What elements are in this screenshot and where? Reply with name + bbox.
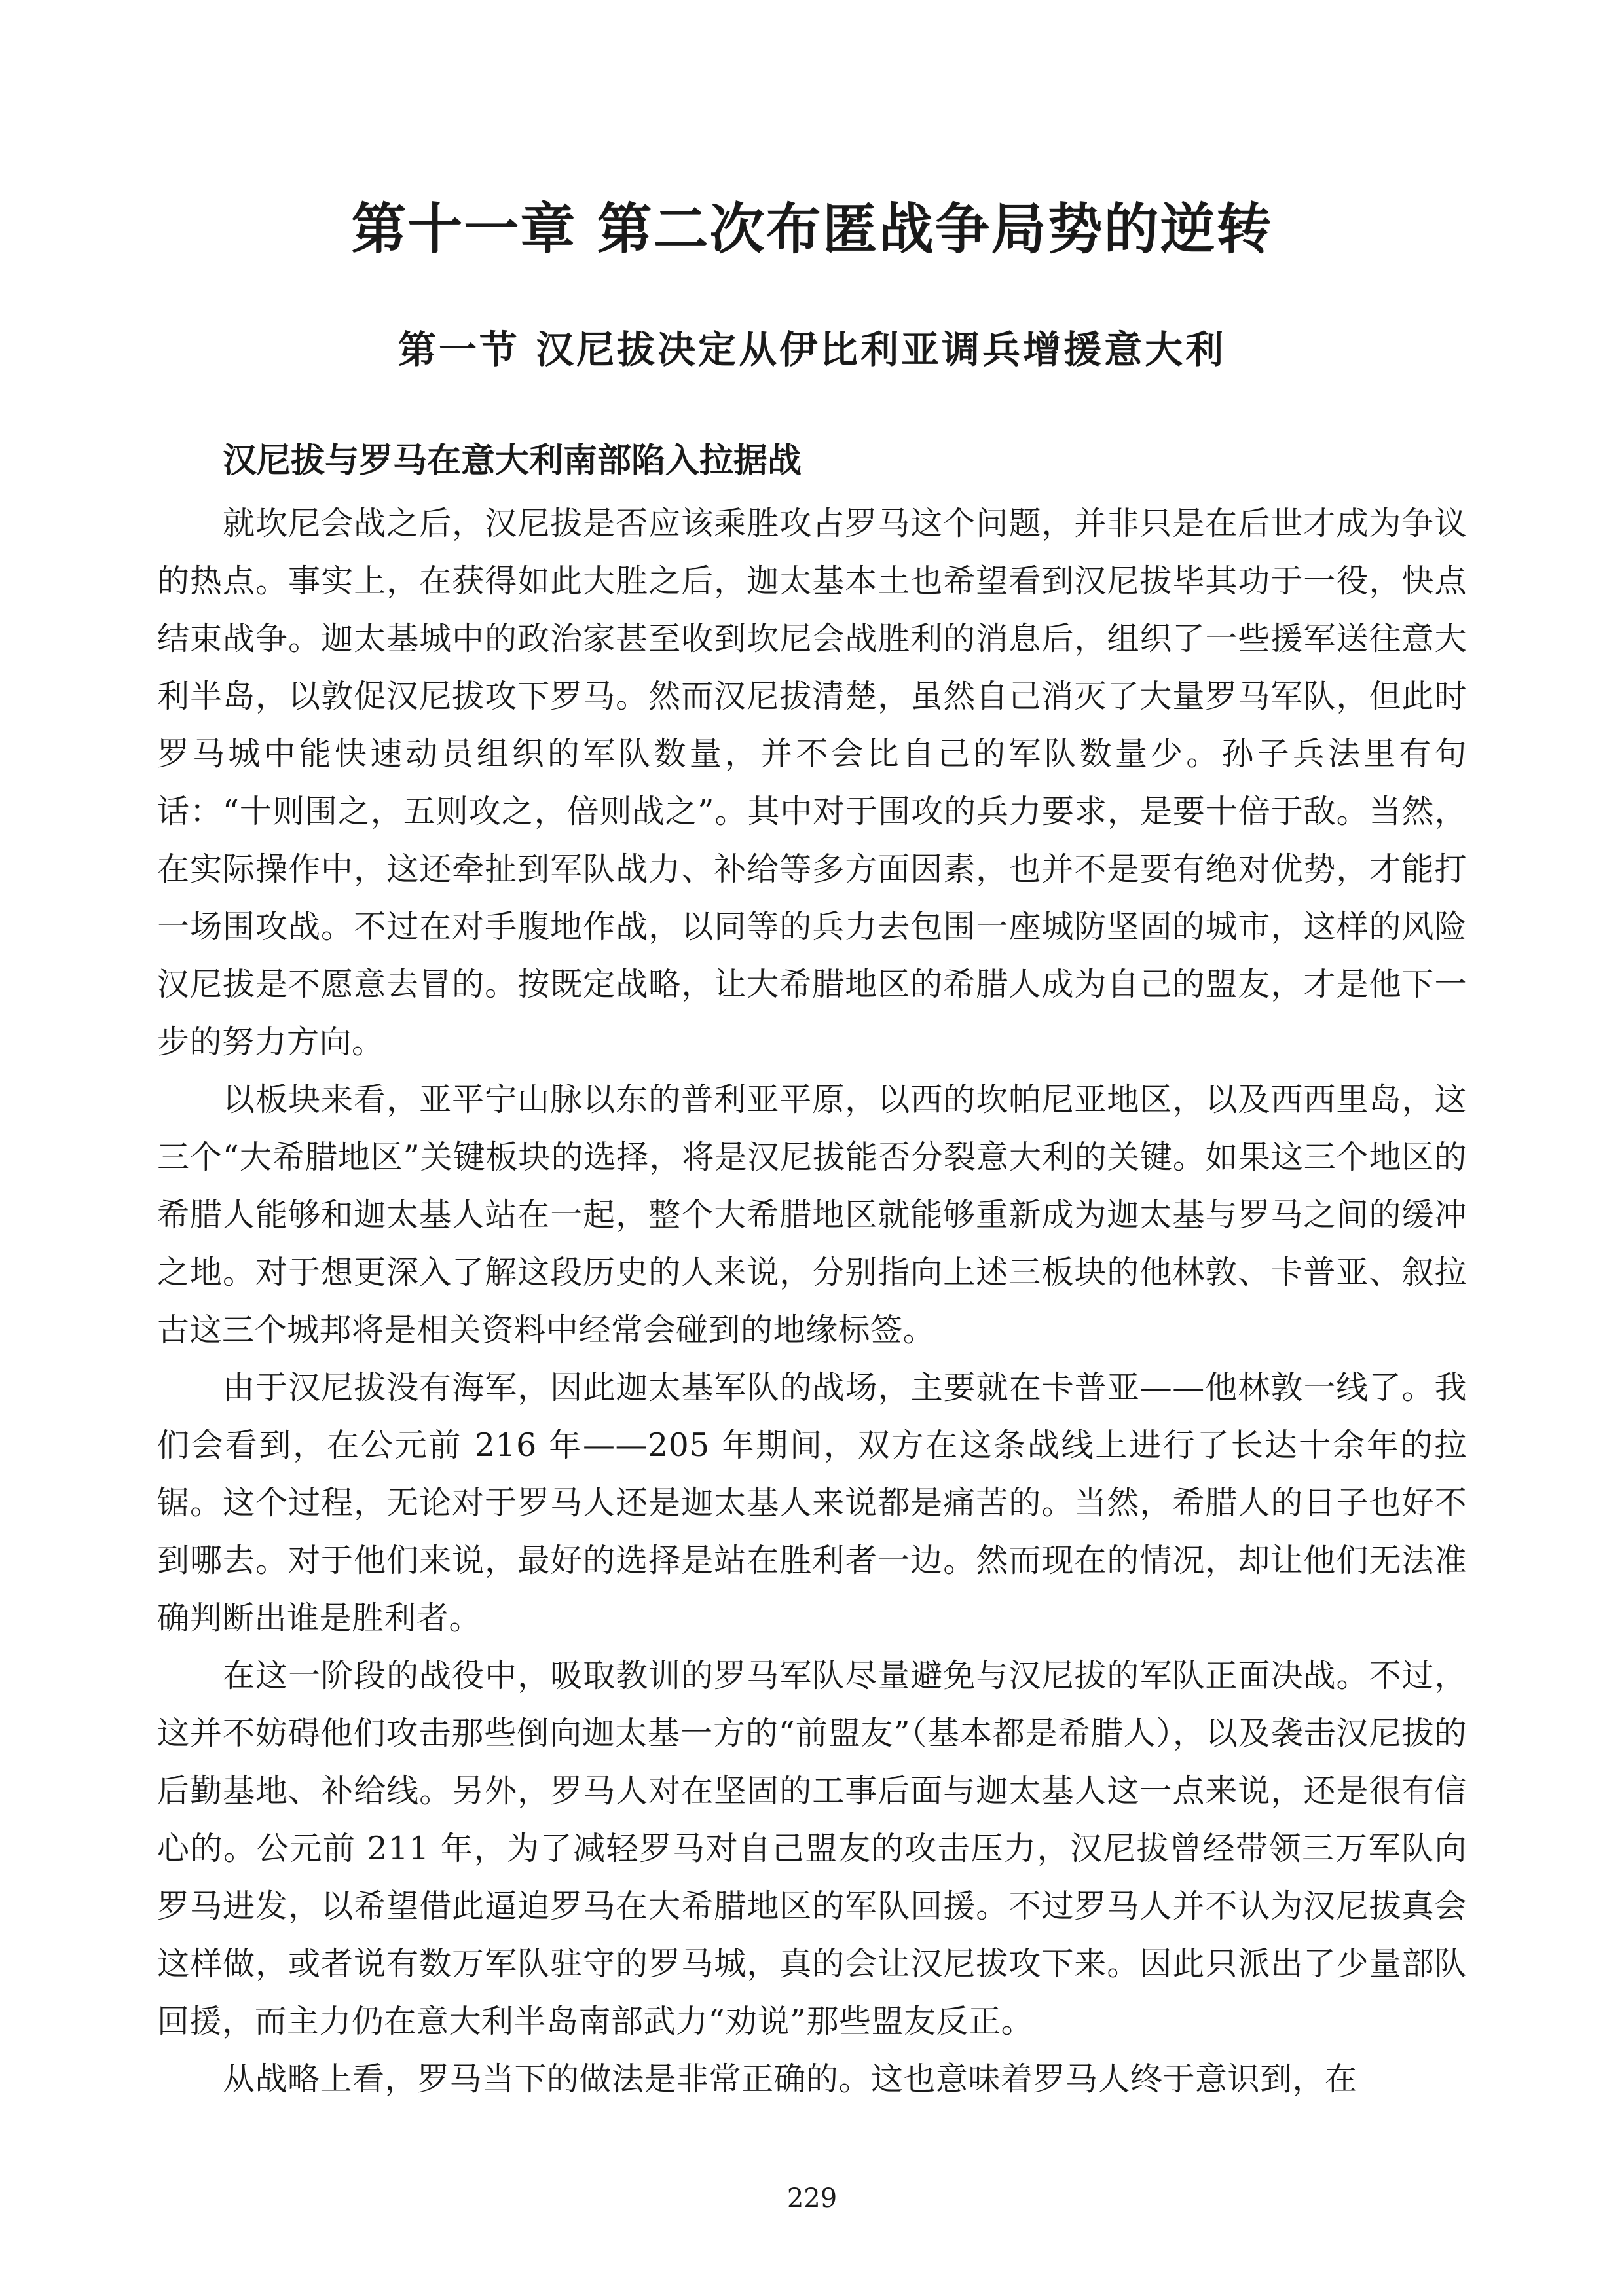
paragraph: 就坎尼会战之后，汉尼拔是否应该乘胜攻占罗马这个问题，并非只是在后世才成为争议的热点。事实上，在获得如此大胜之后，迦太基本土也希望看到汉尼拔毕其功于一役，快点结束战争。迦太基城中的政治家甚至收到坎尼会战胜利的消息后，组织了一些援军送往意大利半岛，以敦促汉尼拔攻下罗马。然而汉尼拔清楚，虽然自己消灭了大量罗马军队，但此时罗马城中能快速动员组织的军队数量，并不会比自己的军队数量少。孙子兵法里有句话：“十则围之，五则攻之，倍则战之”。其中对于围攻的兵力要求，是要十倍于敌。当然，在实际操作中，这还牵扯到军队战力、补给等多方面因素，也并不是要有绝对优势，才能打一场围攻战。不过在对手腹地作战，以同等的兵力去包围一座城防坚固的城市，这样的风险汉尼拔是不愿意去冒的。按既定战略，让大希腊地区的希腊人成为自己的盟友，才是他下一步的努力方向。 xyxy=(157,505,1467,1061)
body-text xyxy=(157,432,1467,2108)
paragraph: 在这一阶段的战役中，吸取教训的罗马军队尽量避免与汉尼拔的军队正面决战。不过，这并不妨碍他们攻击那些倒向迦太基一方的“前盟友”（基本都是希腊人），以及袭击汉尼拔的后勤基地、补给线。另外，罗马人对在坚固的工事后面与迦太基人这一点来说，还是很有信心的。公元前 211 年，为了减轻罗马对自己盟友的攻击压力，汉尼拔曾经带领三万军队向罗马进发，以希望借此逼迫罗马在大希腊地区的军队回援。不过罗马人并不认为汉尼拔真会这样做，或者说有数万军队驻守的罗马城，真的会让汉尼拔攻下来。因此只派出了少量部队回援，而主力仍在意大利半岛南部武力“劝说”那些盟友反正。 xyxy=(157,1657,1467,2040)
paragraph: 以板块来看，亚平宁山脉以东的普利亚平原，以西的坎帕尼亚地区，以及西西里岛，这三个“大希腊地区”关键板块的选择，将是汉尼拔能否分裂意大利的关键。如果这三个地区的希腊人能够和迦太基人站在一起，整个大希腊地区就能够重新成为迦太基与罗马之间的缓冲之地。对于想更深入了解这段历史的人来说，分别指向上述三板块的他林敦、卡普亚、叙拉古这三个城邦将是相关资料中经常会碰到的地缘标签。 xyxy=(157,1081,1467,1349)
paragraph: 从战略上看，罗马当下的做法是非常正确的。这也意味着罗马人终于意识到，在 xyxy=(223,2060,1357,2098)
chapter-title: 第十一章 第二次布匿战争局势的逆转 xyxy=(351,196,1273,261)
page-number: 229 xyxy=(786,2183,838,2214)
section-title: 第一节 汉尼拔决定从伊比利亚调兵增援意大利 xyxy=(397,327,1227,372)
paragraph: 由于汉尼拔没有海军，因此迦太基军队的战场，主要就在卡普亚——他林敦一线了。我们会看到，在公元前 216 年——205 年期间，双方在这条战线上进行了长达十余年的拉锯。这个过程，无论对于罗马人还是迦太基人来说都是痛苦的。当然，希腊人的日子也好不到哪去。对于他们来说，最好的选择是站在胜利者一边。然而现在的情况，却让他们无法准确判断出谁是胜利者。 xyxy=(157,1369,1467,1637)
subheading: 汉尼拔与罗马在意大利南部陷入拉据战 xyxy=(223,441,802,481)
